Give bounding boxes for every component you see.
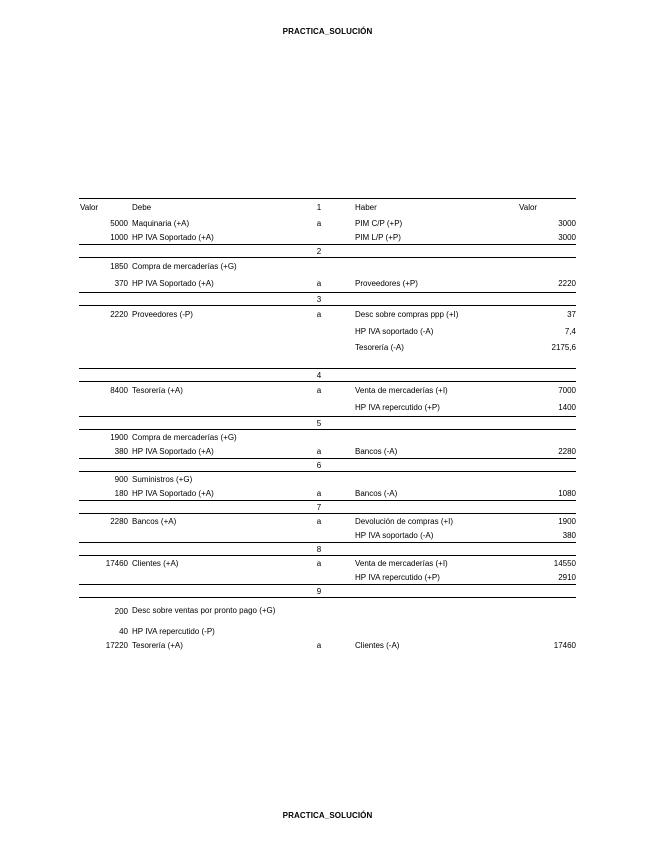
entry-number: 3 (316, 294, 322, 304)
credit-account: Devolución de compras (+I) (355, 516, 454, 526)
debit-value: 1850 (110, 262, 128, 271)
debit-account: Suministros (+G) (132, 474, 193, 484)
debit-value: 200 (114, 606, 128, 616)
journal-line (79, 430, 576, 444)
debit-value: 370 (114, 279, 128, 288)
journal-line (79, 323, 576, 340)
credit-value: 1900 (558, 516, 576, 526)
debit-value: 900 (114, 474, 128, 484)
entry-number: 6 (316, 460, 322, 470)
credit-value: 2175,6 (551, 342, 576, 352)
valor-debe-header: Valor (80, 203, 99, 212)
credit-value: 7,4 (564, 327, 576, 336)
entry-number-row (79, 416, 576, 430)
debit-account (132, 528, 312, 542)
debit-account (132, 399, 312, 416)
haber-header: Haber (355, 203, 377, 212)
journal-line (79, 486, 576, 500)
page-header: PRACTICA_SOLUCIÓN (282, 27, 373, 36)
journal-line (79, 399, 576, 416)
credit-value: 2220 (558, 279, 576, 288)
credit-account: Bancos (-A) (355, 446, 398, 456)
credit-value (519, 258, 576, 275)
journal-body (79, 216, 576, 652)
journal-line (79, 514, 576, 528)
credit-account (355, 430, 525, 444)
debit-account: HP IVA repercutido (-P) (132, 626, 215, 636)
entry-number: 8 (316, 544, 322, 554)
credit-account: Clientes (-A) (355, 640, 400, 650)
journal-line (79, 382, 576, 399)
debit-account: Desc sobre ventas por pronto pago (+G) (132, 606, 276, 615)
journal-line (79, 528, 576, 542)
entry-number-row (79, 500, 576, 514)
credit-account: Bancos (-A) (355, 488, 398, 498)
debit-value: 8400 (110, 386, 128, 395)
credit-value (519, 624, 576, 638)
credit-account: PIM C/P (+P) (355, 218, 403, 228)
journal-line (79, 258, 576, 275)
credit-account: HP IVA repercutido (+P) (355, 572, 440, 582)
credit-value: 2280 (558, 446, 576, 456)
separator-a (304, 230, 334, 244)
debit-account: Tesorería (+A) (132, 640, 183, 650)
debit-value: 17460 (105, 558, 128, 568)
separator-a: a (316, 218, 322, 228)
debit-value (79, 399, 128, 416)
journal-line (79, 340, 576, 354)
credit-value: 1400 (558, 403, 576, 412)
debit-value: 40 (119, 626, 128, 636)
entry-number: 2 (316, 246, 322, 256)
debit-value: 1900 (110, 432, 128, 442)
debit-value: 2220 (110, 310, 128, 319)
credit-value: 14550 (553, 558, 576, 568)
debit-value: 17220 (105, 640, 128, 650)
entry-number-row (79, 368, 576, 382)
entry-number: 9 (316, 586, 322, 596)
valor-haber-header: Valor (519, 203, 538, 212)
debit-account: Compra de mercaderías (+G) (132, 262, 237, 271)
credit-value: 7000 (558, 386, 576, 395)
separator-a (304, 570, 334, 584)
debit-value: 2280 (110, 516, 128, 526)
journal-line (79, 444, 576, 458)
page-footer: PRACTICA_SOLUCIÓN (282, 811, 373, 820)
debit-account (132, 340, 312, 354)
journal-line (79, 638, 576, 652)
credit-account: Venta de mercaderías (+I) (355, 386, 448, 395)
debit-value: 180 (114, 488, 128, 498)
journal-line (79, 275, 576, 292)
entry-number-row (79, 292, 576, 306)
journal-line (79, 570, 576, 584)
separator-a: a (316, 488, 322, 498)
credit-account (355, 258, 525, 275)
separator-a (304, 598, 334, 624)
credit-account: PIM L/P (+P) (355, 232, 401, 242)
blank-row (79, 354, 576, 368)
journal-table (79, 198, 576, 652)
credit-value: 3000 (558, 232, 576, 242)
credit-value: 3000 (558, 218, 576, 228)
entry-number: 5 (316, 418, 322, 428)
journal-line (79, 216, 576, 230)
credit-value: 1080 (558, 488, 576, 498)
credit-account (355, 624, 525, 638)
debit-account: HP IVA Soportado (+A) (132, 232, 214, 242)
debit-account: Tesorería (+A) (132, 386, 183, 395)
credit-account: Proveedores (+P) (355, 279, 418, 288)
debit-account (132, 570, 312, 584)
debit-account: Bancos (+A) (132, 516, 177, 526)
credit-account (355, 598, 525, 624)
separator-a (304, 399, 334, 416)
credit-value: 37 (567, 310, 576, 319)
separator-a: a (316, 446, 322, 456)
debit-value: 5000 (110, 218, 128, 228)
entry-number-row (79, 584, 576, 598)
credit-account: Desc sobre compras ppp (+I) (355, 310, 459, 319)
debit-value (79, 340, 128, 354)
credit-value: 17460 (553, 640, 576, 650)
debit-account: HP IVA Soportado (+A) (132, 446, 214, 456)
credit-account: HP IVA repercutido (+P) (355, 403, 440, 412)
separator-a: a (316, 516, 322, 526)
journal-line (79, 306, 576, 323)
separator-a: a (316, 640, 322, 650)
credit-value: 380 (562, 530, 576, 540)
separator-a (304, 258, 334, 275)
separator-a: a (316, 558, 322, 568)
separator-a (304, 323, 334, 340)
journal-line (79, 624, 576, 638)
journal-header-row (79, 199, 576, 216)
debit-account: HP IVA Soportado (+A) (132, 279, 214, 288)
debit-account: HP IVA Soportado (+A) (132, 488, 214, 498)
debit-account: Clientes (+A) (132, 558, 179, 568)
separator-a (304, 430, 334, 444)
debit-account: Compra de mercaderías (+G) (132, 432, 237, 442)
debit-value (79, 570, 128, 584)
credit-account: HP IVA soportado (-A) (355, 530, 434, 540)
debit-value: 1000 (110, 232, 128, 242)
debit-value: 380 (114, 446, 128, 456)
debit-value (79, 323, 128, 340)
separator-a: a (316, 310, 322, 319)
entry-number-row (79, 542, 576, 556)
debit-account: Maquinaria (+A) (132, 218, 190, 228)
entry-number-row (79, 458, 576, 472)
debit-value (79, 528, 128, 542)
separator-a (304, 340, 334, 354)
separator-a: a (316, 386, 322, 395)
debit-account (132, 323, 312, 340)
separator-a (304, 528, 334, 542)
credit-value: 2910 (558, 572, 576, 582)
credit-account: Tesorería (-A) (355, 342, 404, 352)
journal-line (79, 230, 576, 244)
entry-number-row (79, 244, 576, 258)
credit-value (519, 472, 576, 486)
separator-a: a (316, 279, 322, 288)
journal-line (79, 556, 576, 570)
journal-line (79, 472, 576, 486)
credit-account (355, 472, 525, 486)
separator-a (304, 472, 334, 486)
credit-value (519, 598, 576, 624)
credit-account: Venta de mercaderías (+I) (355, 558, 448, 568)
debe-header: Debe (132, 203, 152, 212)
entry-number: 4 (316, 370, 322, 380)
credit-account: HP IVA soportado (-A) (355, 327, 434, 336)
entry-number-header: 1 (316, 203, 322, 212)
separator-a (304, 624, 334, 638)
journal-line (79, 598, 576, 624)
debit-account: Proveedores (-P) (132, 310, 193, 319)
entry-number: 7 (316, 502, 322, 512)
credit-value (519, 430, 576, 444)
